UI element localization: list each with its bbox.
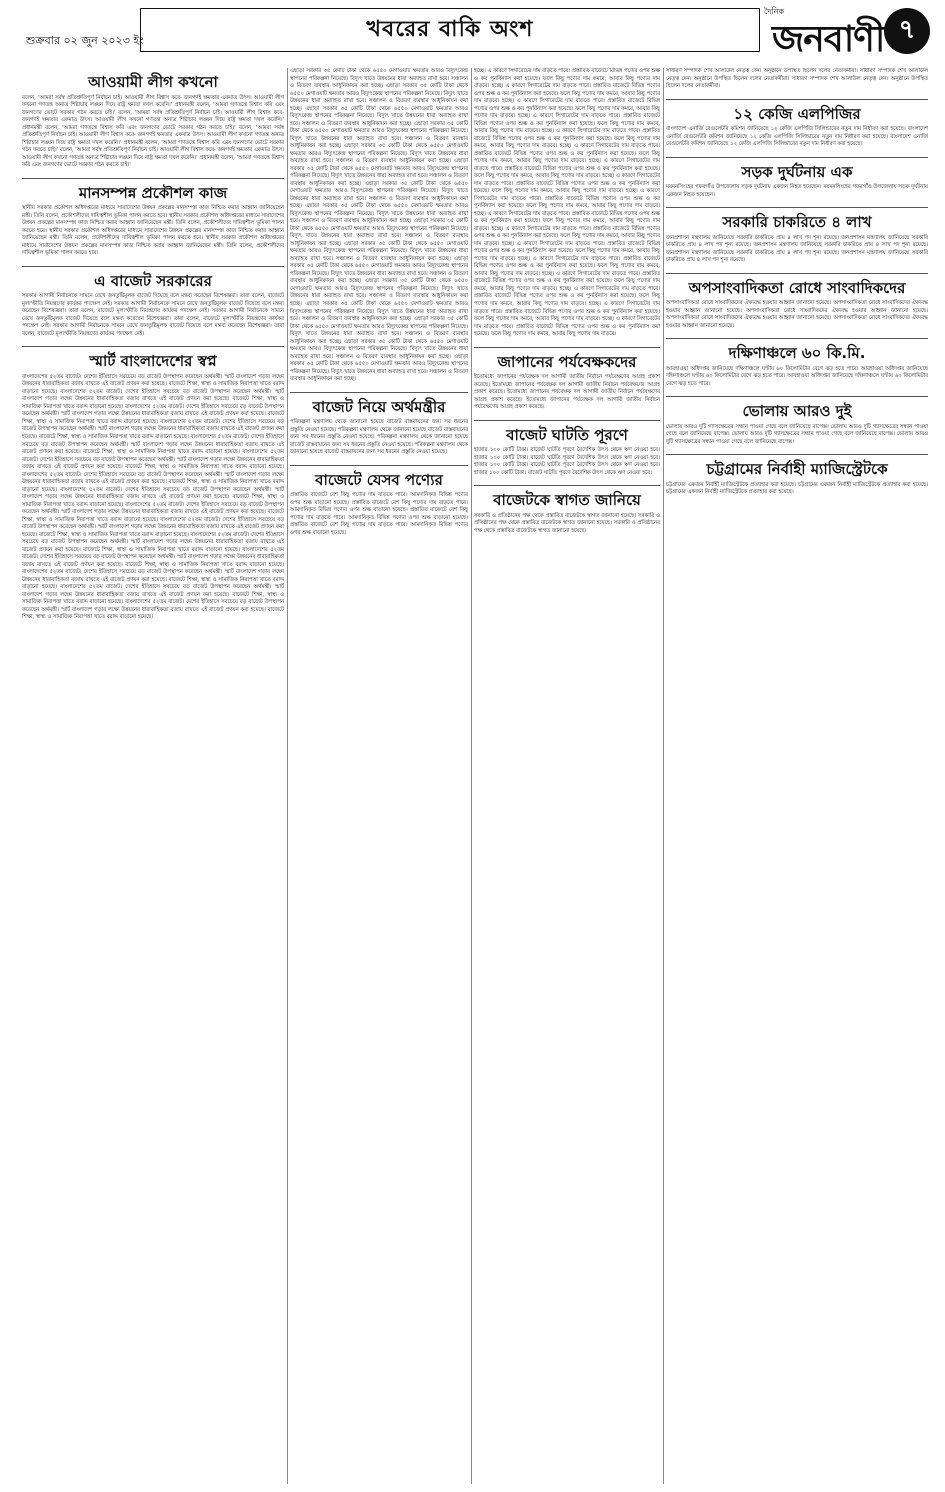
- story-headline: ভোলায় আরও দুই: [666, 396, 928, 424]
- story-headline: আওয়ামী লীগ কখনো: [88, 73, 218, 91]
- story-headline: বাজেটে যেসব পণ্যের: [290, 465, 468, 493]
- column-4: [666, 68, 928, 1484]
- story-headline: অপসাংবাদিকতা রোধে সাংবাদিকদের: [666, 273, 928, 301]
- story-headline: সরকারি চাকরিতে ৪ লাখ: [666, 207, 928, 235]
- story-body: অপসাংবাদিকতা রোধে সাংবাদিকদের ঐক্যবদ্ধ হওয়ার আহ্বান জানানো হয়েছে। অপসাংবাদিকতা রোধে সাংবাদিকদের ঐক্যবদ্ধ হওয়ার আহ্বান জানানো হয়েছে। অপসাংবাদিকতা রোধে সাংবাদিকদের ঐক্যবদ্ধ হওয়ার আহ্বান জানানো হয়েছে। অপসাংবাদিকতা রোধে সাংবাদিকদের ঐক্যবদ্ধ হওয়ার আহ্বান জানানো হয়েছে। অপসাংবাদিকতা রোধে সাংবাদিকদের ঐক্যবদ্ধ হওয়ার আহ্বান জানানো হয়েছে।: [666, 300, 928, 329]
- news-story: [290, 68, 468, 384]
- story-body: আবহাওয়া অধিদপ্তর জানিয়েছে দক্ষিণাঞ্চলে ঘণ্টায় ৬০ কিলোমিটার বেগে ঝড় হতে পারে। আবহাওয়া অধিদপ্তর জানিয়েছে দক্ষিণাঞ্চলে ঘণ্টায় ৬০ কিলোমিটার বেগে ঝড় হতে পারে। আবহাওয়া অধিদপ্তর জানিয়েছে দক্ষিণাঞ্চলে ঘণ্টায় ৬০ কিলোমিটার বেগে ঝড় হতে পারে।: [666, 365, 928, 387]
- news-story: [474, 485, 660, 535]
- story-body: বাংলাদেশ এনার্জি রেগুলেটরি কমিশন জানিয়েছে ১২ কেজি এলপিজি সিলিন্ডারের নতুন দাম নির্ধারণ করা হয়েছে। বাংলাদেশ এনার্জি রেগুলেটরি কমিশন জানিয়েছে ১২ কেজি এলপিজি সিলিন্ডারের নতুন দাম নির্ধারণ করা হয়েছে। বাংলাদেশ এনার্জি রেগুলেটরি কমিশন জানিয়েছে ১২ কেজি এলপিজি সিলিন্ডারের নতুন দাম নির্ধারণ করা হয়েছে।: [666, 126, 928, 148]
- story-body: ইতোমধ্যে জাপানের পর্যবেক্ষক দল আগামী জাতীয় নির্বাচন পর্যবেক্ষণের আগ্রহ প্রকাশ করেছে। ইতোমধ্যে জাপানের পর্যবেক্ষক দল আগামী জাতীয় নির্বাচন পর্যবেক্ষণের আগ্রহ প্রকাশ করেছে। ইতোমধ্যে জাপানের পর্যবেক্ষক দল আগামী জাতীয় নির্বাচন পর্যবেক্ষণের আগ্রহ প্রকাশ করেছে। ইতোমধ্যে জাপানের পর্যবেক্ষক দল আগামী জাতীয় নির্বাচন পর্যবেক্ষণের আগ্রহ প্রকাশ করেছে।: [474, 374, 660, 411]
- newspaper-logo: [764, 6, 934, 60]
- story-body: হচ্ছে। এ কারণে সিগারেটের দাম বাড়তে পারে। প্রস্তাবিত বাজেটে বিভিন্ন পণ্যের ওপর শুল্ক ও কর পুনর্বিন্যাস করা হয়েছে। ফলে কিছু পণ্যের দাম কমবে, আবার কিছু পণ্যের দাম বাড়বে। হচ্ছে। এ কারণে সিগারেটের দাম বাড়তে পারে। প্রস্তাবিত বাজেটে বিভিন্ন পণ্যের ওপর শুল্ক ও কর পুনর্বিন্যাস করা হয়েছে। ফলে কিছু পণ্যের দাম কমবে, আবার কিছু পণ্যের দাম বাড়বে। হচ্ছে। এ কারণে সিগারেটের দাম বাড়তে পারে। প্রস্তাবিত বাজেটে বিভিন্ন পণ্যের ওপর শুল্ক ও কর পুনর্বিন্যাস করা হয়েছে। ফলে কিছু পণ্যের দাম কমবে, আবার কিছু পণ্যের দাম বাড়বে। হচ্ছে। এ কারণে সিগারেটের দাম বাড়তে পারে। প্রস্তাবিত বাজেটে বিভিন্ন পণ্যের ওপর শুল্ক ও কর পুনর্বিন্যাস করা হয়েছে। ফলে কিছু পণ্যের দাম কমবে, আবার কিছু পণ্যের দাম বাড়বে। হচ্ছে। এ কারণে সিগারেটের দাম বাড়তে পারে। প্রস্তাবিত বাজেটে বিভিন্ন পণ্যের ওপর শুল্ক ও কর পুনর্বিন্যাস করা হয়েছে। ফলে কিছু পণ্যের দাম কমবে, আবার কিছু পণ্যের দাম বাড়বে। হচ্ছে। এ কারণে সিগারেটের দাম বাড়তে পারে। প্রস্তাবিত বাজেটে বিভিন্ন পণ্যের ওপর শুল্ক ও কর পুনর্বিন্যাস করা হয়েছে। ফলে কিছু পণ্যের দাম কমবে, আবার কিছু পণ্যের দাম বাড়বে। হচ্ছে। এ কারণে সিগারেটের দাম বাড়তে পারে। প্রস্তাবিত বাজেটে বিভিন্ন পণ্যের ওপর শুল্ক ও কর পুনর্বিন্যাস করা হয়েছে। ফলে কিছু পণ্যের দাম কমবে, আবার কিছু পণ্যের দাম বাড়বে। হচ্ছে। এ কারণে সিগারেটের দাম বাড়তে পারে। প্রস্তাবিত বাজেটে বিভিন্ন পণ্যের ওপর শুল্ক ও কর পুনর্বিন্যাস করা হয়েছে। ফলে কিছু পণ্যের দাম কমবে, আবার কিছু পণ্যের দাম বাড়বে। হচ্ছে। এ কারণে সিগারেটের দাম বাড়তে পারে। প্রস্তাবিত বাজেটে বিভিন্ন পণ্যের ওপর শুল্ক ও কর পুনর্বিন্যাস করা হয়েছে। ফলে কিছু পণ্যের দাম কমবে, আবার কিছু পণ্যের দাম বাড়বে। হচ্ছে। এ কারণে সিগারেটের দাম বাড়তে পারে। প্রস্তাবিত বাজেটে বিভিন্ন পণ্যের ওপর শুল্ক ও কর পুনর্বিন্যাস করা হয়েছে। ফলে কিছু পণ্যের দাম কমবে, আবার কিছু পণ্যের দাম বাড়বে। হচ্ছে। এ কারণে সিগারেটের দাম বাড়তে পারে। প্রস্তাবিত বাজেটে বিভিন্ন পণ্যের ওপর শুল্ক ও কর পুনর্বিন্যাস করা হয়েছে। ফলে কিছু পণ্যের দাম কমবে, আবার কিছু পণ্যের দাম বাড়বে। হচ্ছে। এ কারণে সিগারেটের দাম বাড়তে পারে। প্রস্তাবিত বাজেটে বিভিন্ন পণ্যের ওপর শুল্ক ও কর পুনর্বিন্যাস করা হয়েছে। ফলে কিছু পণ্যের দাম কমবে, আবার কিছু পণ্যের দাম বাড়বে। হচ্ছে। এ কারণে সিগারেটের দাম বাড়তে পারে। প্রস্তাবিত বাজেটে বিভিন্ন পণ্যের ওপর শুল্ক ও কর পুনর্বিন্যাস করা হয়েছে। ফলে কিছু পণ্যের দাম কমবে, আবার কিছু পণ্যের দাম বাড়বে। হচ্ছে। এ কারণে সিগারেটের দাম বাড়তে পারে। প্রস্তাবিত বাজেটে বিভিন্ন পণ্যের ওপর শুল্ক ও কর পুনর্বিন্যাস করা হয়েছে। ফলে কিছু পণ্যের দাম কমবে, আবার কিছু পণ্যের দাম বাড়বে। হচ্ছে। এ কারণে সিগারেটের দাম বাড়তে পারে। প্রস্তাবিত বাজেটে বিভিন্ন পণ্যের ওপর শুল্ক ও কর পুনর্বিন্যাস করা হয়েছে। ফলে কিছু পণ্যের দাম কমবে, আবার কিছু পণ্যের দাম বাড়বে। হচ্ছে। এ কারণে সিগারেটের দাম বাড়তে পারে। প্রস্তাবিত বাজেটে বিভিন্ন পণ্যের ওপর শুল্ক ও কর পুনর্বিন্যাস করা হয়েছে। ফলে কিছু পণ্যের দাম কমবে, আবার কিছু পণ্যের দাম বাড়বে। হচ্ছে। এ কারণে সিগারেটের দাম বাড়তে পারে। প্রস্তাবিত বাজেটে বিভিন্ন পণ্যের ওপর শুল্ক ও কর পুনর্বিন্যাস করা হয়েছে। ফলে কিছু পণ্যের দাম কমবে, আবার কিছু পণ্যের দাম বাড়বে।: [474, 68, 660, 338]
- story-headline: ১২ কেজি এলপিজির: [666, 99, 928, 127]
- issue-date: শুক্রবার ০২ জুন ২০২৩ ইং: [26, 34, 144, 47]
- news-story: [666, 207, 928, 265]
- story-body: চট্টগ্রামের একজন নির্বাহী ম্যাজিস্ট্রেটকে প্রত্যাহার করা হয়েছে। চট্টগ্রামের একজন নির্বাহী ম্যাজিস্ট্রেটকে প্রত্যাহার করা হয়েছে। চট্টগ্রামের একজন নির্বাহী ম্যাজিস্ট্রেটকে প্রত্যাহার করা হয়েছে।: [666, 481, 928, 496]
- news-story: [22, 346, 284, 622]
- page-number: ৭: [884, 8, 930, 54]
- story-headline: মানসম্পন্ন প্রকৌশল কাজ: [22, 178, 284, 206]
- story-headline: এ বাজেট সরকারের: [22, 266, 284, 294]
- story-headline: বাজেট ঘাটতি পূরণে: [474, 420, 660, 448]
- page-header: [0, 0, 945, 64]
- news-story: [666, 338, 928, 388]
- story-headline: বাজেট নিয়ে অর্থমন্ত্রীর: [290, 392, 468, 420]
- news-story: [666, 273, 928, 331]
- story-body: সরকার আগামী নির্বাচনকে সামনে রেখে জনতুষ্টিমূলক বাজেট দিয়েছে বলে মন্তব্য করেছেন বিশেষজ্ঞরা। তারা বলেন, বাজেটে মূল্যস্ফীতি নিয়ন্ত্রণের কার্যকর পদক্ষেপ নেই। সরকার আগামী নির্বাচনকে সামনে রেখে জনতুষ্টিমূলক বাজেট দিয়েছে বলে মন্তব্য করেছেন বিশেষজ্ঞরা। তারা বলেন, বাজেটে মূল্যস্ফীতি নিয়ন্ত্রণের কার্যকর পদক্ষেপ নেই। সরকার আগামী নির্বাচনকে সামনে রেখে জনতুষ্টিমূলক বাজেট দিয়েছে বলে মন্তব্য করেছেন বিশেষজ্ঞরা। তারা বলেন, বাজেটে মূল্যস্ফীতি নিয়ন্ত্রণের কার্যকর পদক্ষেপ নেই। সরকার আগামী নির্বাচনকে সামনে রেখে জনতুষ্টিমূলক বাজেট দিয়েছে বলে মন্তব্য করেছেন বিশেষজ্ঞরা। তারা বলেন, বাজেটে মূল্যস্ফীতি নিয়ন্ত্রণের কার্যকর পদক্ষেপ নেই।: [22, 293, 284, 337]
- story-headline: স্মার্ট বাংলাদেশের স্বপ্ন: [22, 346, 284, 374]
- column-1: [22, 68, 284, 1484]
- story-body: এছাড়া সরকার ৩৫ কোটি টাকা থেকে ৬৫৫০ মেগাওয়াট ক্ষমতার আরও বিদ্যুৎকেন্দ্র স্থাপনের পরিকল্পনা নিয়েছে। বিদ্যুৎ খাতে উন্নয়নের ধারা অব্যাহত রাখা হবে। সঞ্চালন ও বিতরণ ব্যবস্থার আধুনিকায়ন করা হচ্ছে। এছাড়া সরকার ৩৫ কোটি টাকা থেকে ৬৫৫০ মেগাওয়াট ক্ষমতার আরও বিদ্যুৎকেন্দ্র স্থাপনের পরিকল্পনা নিয়েছে। বিদ্যুৎ খাতে উন্নয়নের ধারা অব্যাহত রাখা হবে। সঞ্চালন ও বিতরণ ব্যবস্থার আধুনিকায়ন করা হচ্ছে। এছাড়া সরকার ৩৫ কোটি টাকা থেকে ৬৫৫০ মেগাওয়াট ক্ষমতার আরও বিদ্যুৎকেন্দ্র স্থাপনের পরিকল্পনা নিয়েছে। বিদ্যুৎ খাতে উন্নয়নের ধারা অব্যাহত রাখা হবে। সঞ্চালন ও বিতরণ ব্যবস্থার আধুনিকায়ন করা হচ্ছে। এছাড়া সরকার ৩৫ কোটি টাকা থেকে ৬৫৫০ মেগাওয়াট ক্ষমতার আরও বিদ্যুৎকেন্দ্র স্থাপনের পরিকল্পনা নিয়েছে। বিদ্যুৎ খাতে উন্নয়নের ধারা অব্যাহত রাখা হবে। সঞ্চালন ও বিতরণ ব্যবস্থার আধুনিকায়ন করা হচ্ছে। এছাড়া সরকার ৩৫ কোটি টাকা থেকে ৬৫৫০ মেগাওয়াট ক্ষমতার আরও বিদ্যুৎকেন্দ্র স্থাপনের পরিকল্পনা নিয়েছে। বিদ্যুৎ খাতে উন্নয়নের ধারা অব্যাহত রাখা হবে। সঞ্চালন ও বিতরণ ব্যবস্থার আধুনিকায়ন করা হচ্ছে। এছাড়া সরকার ৩৫ কোটি টাকা থেকে ৬৫৫০ মেগাওয়াট ক্ষমতার আরও বিদ্যুৎকেন্দ্র স্থাপনের পরিকল্পনা নিয়েছে। বিদ্যুৎ খাতে উন্নয়নের ধারা অব্যাহত রাখা হবে। সঞ্চালন ও বিতরণ ব্যবস্থার আধুনিকায়ন করা হচ্ছে। এছাড়া সরকার ৩৫ কোটি টাকা থেকে ৬৫৫০ মেগাওয়াট ক্ষমতার আরও বিদ্যুৎকেন্দ্র স্থাপনের পরিকল্পনা নিয়েছে। বিদ্যুৎ খাতে উন্নয়নের ধারা অব্যাহত রাখা হবে। সঞ্চালন ও বিতরণ ব্যবস্থার আধুনিকায়ন করা হচ্ছে। এছাড়া সরকার ৩৫ কোটি টাকা থেকে ৬৫৫০ মেগাওয়াট ক্ষমতার আরও বিদ্যুৎকেন্দ্র স্থাপনের পরিকল্পনা নিয়েছে। বিদ্যুৎ খাতে উন্নয়নের ধারা অব্যাহত রাখা হবে। সঞ্চালন ও বিতরণ ব্যবস্থার আধুনিকায়ন করা হচ্ছে। এছাড়া সরকার ৩৫ কোটি টাকা থেকে ৬৫৫০ মেগাওয়াট ক্ষমতার আরও বিদ্যুৎকেন্দ্র স্থাপনের পরিকল্পনা নিয়েছে। বিদ্যুৎ খাতে উন্নয়নের ধারা অব্যাহত রাখা হবে। সঞ্চালন ও বিতরণ ব্যবস্থার আধুনিকায়ন করা হচ্ছে। এছাড়া সরকার ৩৫ কোটি টাকা থেকে ৬৫৫০ মেগাওয়াট ক্ষমতার আরও বিদ্যুৎকেন্দ্র স্থাপনের পরিকল্পনা নিয়েছে। বিদ্যুৎ খাতে উন্নয়নের ধারা অব্যাহত রাখা হবে। সঞ্চালন ও বিতরণ ব্যবস্থার আধুনিকায়ন করা হচ্ছে। এছাড়া সরকার ৩৫ কোটি টাকা থেকে ৬৫৫০ মেগাওয়াট ক্ষমতার আরও বিদ্যুৎকেন্দ্র স্থাপনের পরিকল্পনা নিয়েছে। বিদ্যুৎ খাতে উন্নয়নের ধারা অব্যাহত রাখা হবে। সঞ্চালন ও বিতরণ ব্যবস্থার আধুনিকায়ন করা হচ্ছে। এছাড়া সরকার ৩৫ কোটি টাকা থেকে ৬৫৫০ মেগাওয়াট ক্ষমতার আরও বিদ্যুৎকেন্দ্র স্থাপনের পরিকল্পনা নিয়েছে। বিদ্যুৎ খাতে উন্নয়নের ধারা অব্যাহত রাখা হবে। সঞ্চালন ও বিতরণ ব্যবস্থার আধুনিকায়ন করা হচ্ছে। এছাড়া সরকার ৩৫ কোটি টাকা থেকে ৬৫৫০ মেগাওয়াট ক্ষমতার আরও বিদ্যুৎকেন্দ্র স্থাপনের পরিকল্পনা নিয়েছে। বিদ্যুৎ খাতে উন্নয়নের ধারা অব্যাহত রাখা হবে। সঞ্চালন ও বিতরণ ব্যবস্থার আধুনিকায়ন করা হচ্ছে। এছাড়া সরকার ৩৫ কোটি টাকা থেকে ৬৫৫০ মেগাওয়াট ক্ষমতার আরও বিদ্যুৎকেন্দ্র স্থাপনের পরিকল্পনা নিয়েছে। বিদ্যুৎ খাতে উন্নয়নের ধারা অব্যাহত রাখা হবে। সঞ্চালন ও বিতরণ ব্যবস্থার আধুনিকায়ন করা হচ্ছে। এছাড়া সরকার ৩৫ কোটি টাকা থেকে ৬৫৫০ মেগাওয়াট ক্ষমতার আরও বিদ্যুৎকেন্দ্র স্থাপনের পরিকল্পনা নিয়েছে। বিদ্যুৎ খাতে উন্নয়নের ধারা অব্যাহত রাখা হবে। সঞ্চালন ও বিতরণ ব্যবস্থার আধুনিকায়ন করা হচ্ছে। এছাড়া সরকার ৩৫ কোটি টাকা থেকে ৬৫৫০ মেগাওয়াট ক্ষমতার আরও বিদ্যুৎকেন্দ্র স্থাপনের পরিকল্পনা নিয়েছে। বিদ্যুৎ খাতে উন্নয়নের ধারা অব্যাহত রাখা হবে। সঞ্চালন ও বিতরণ ব্যবস্থার আধুনিকায়ন করা হচ্ছে।: [290, 68, 468, 383]
- story-body: সাধারণ সম্পাদক শেখ আলাউল নেতৃত্ব দেন। অনুষ্ঠানে উপস্থিত ছিলেন দলের নেতাকর্মীরা। সাধারণ সম্পাদক শেখ আলাউল নেতৃত্ব দেন। অনুষ্ঠানে উপস্থিত ছিলেন দলের নেতাকর্মীরা। সাধারণ সম্পাদক শেখ আলাউল নেতৃত্ব দেন। অনুষ্ঠানে উপস্থিত ছিলেন দলের নেতাকর্মীরা।: [666, 68, 928, 90]
- story-body: জনপ্রশাসন মন্ত্রণালয় জানিয়েছে সরকারি চাকরিতে প্রায় ৪ লাখ পদ শূন্য রয়েছে। জনপ্রশাসন মন্ত্রণালয় জানিয়েছে সরকারি চাকরিতে প্রায় ৪ লাখ পদ শূন্য রয়েছে। জনপ্রশাসন মন্ত্রণালয় জানিয়েছে সরকারি চাকরিতে প্রায় ৪ লাখ পদ শূন্য রয়েছে। জনপ্রশাসন মন্ত্রণালয় জানিয়েছে সরকারি চাকরিতে প্রায় ৪ লাখ পদ শূন্য রয়েছে। জনপ্রশাসন মন্ত্রণালয় জানিয়েছে সরকারি চাকরিতে প্রায় ৪ লাখ পদ শূন্য রয়েছে।: [666, 234, 928, 264]
- column-3: [474, 68, 660, 1484]
- news-story: [290, 465, 468, 538]
- news-story: [22, 266, 284, 339]
- story-body: সরকারি ও প্রতিষ্ঠানের পক্ষ থেকে প্রস্তাবিত বাজেটকে স্বাগত জানানো হয়েছে। সরকারি ও প্রতিষ্ঠানের পক্ষ থেকে প্রস্তাবিত বাজেটকে স্বাগত জানানো হয়েছে। সরকারি ও প্রতিষ্ঠানের পক্ষ থেকে প্রস্তাবিত বাজেটকে স্বাগত জানানো হয়েছে।: [474, 512, 660, 534]
- story-headline: সড়ক দুর্ঘটনায় এক: [666, 157, 928, 185]
- news-story: [22, 68, 284, 170]
- news-story: [22, 178, 284, 258]
- story-body: বাংলাদেশের ৫২তম বাজেট। দেশের ইতিহাসে সবচেয়ে বড় বাজেট উপস্থাপন করেছেন অর্থমন্ত্রী। স্মার্ট বাংলাদেশ গড়ার লক্ষ্যে উন্নয়নের ধারাবাহিকতা বজায় রাখতে এই বাজেট প্রণয়ন করা হয়েছে। বাজেটে শিক্ষা, স্বাস্থ্য ও সামাজিক নিরাপত্তা খাতে বরাদ্দ বাড়ানো হয়েছে। বাংলাদেশের ৫২তম বাজেট। দেশের ইতিহাসে সবচেয়ে বড় বাজেট উপস্থাপন করেছেন অর্থমন্ত্রী। স্মার্ট বাংলাদেশ গড়ার লক্ষ্যে উন্নয়নের ধারাবাহিকতা বজায় রাখতে এই বাজেট প্রণয়ন করা হয়েছে। বাজেটে শিক্ষা, স্বাস্থ্য ও সামাজিক নিরাপত্তা খাতে বরাদ্দ বাড়ানো হয়েছে। বাংলাদেশের ৫২তম বাজেট। দেশের ইতিহাসে সবচেয়ে বড় বাজেট উপস্থাপন করেছেন অর্থমন্ত্রী। স্মার্ট বাংলাদেশ গড়ার লক্ষ্যে উন্নয়নের ধারাবাহিকতা বজায় রাখতে এই বাজেট প্রণয়ন করা হয়েছে। বাজেটে শিক্ষা, স্বাস্থ্য ও সামাজিক নিরাপত্তা খাতে বরাদ্দ বাড়ানো হয়েছে। বাংলাদেশের ৫২তম বাজেট। দেশের ইতিহাসে সবচেয়ে বড় বাজেট উপস্থাপন করেছেন অর্থমন্ত্রী। স্মার্ট বাংলাদেশ গড়ার লক্ষ্যে উন্নয়নের ধারাবাহিকতা বজায় রাখতে এই বাজেট প্রণয়ন করা হয়েছে। বাজেটে শিক্ষা, স্বাস্থ্য ও সামাজিক নিরাপত্তা খাতে বরাদ্দ বাড়ানো হয়েছে। বাংলাদেশের ৫২তম বাজেট। দেশের ইতিহাসে সবচেয়ে বড় বাজেট উপস্থাপন করেছেন অর্থমন্ত্রী। স্মার্ট বাংলাদেশ গড়ার লক্ষ্যে উন্নয়নের ধারাবাহিকতা বজায় রাখতে এই বাজেট প্রণয়ন করা হয়েছে। বাজেটে শিক্ষা, স্বাস্থ্য ও সামাজিক নিরাপত্তা খাতে বরাদ্দ বাড়ানো হয়েছে। বাংলাদেশের ৫২তম বাজেট। দেশের ইতিহাসে সবচেয়ে বড় বাজেট উপস্থাপন করেছেন অর্থমন্ত্রী। স্মার্ট বাংলাদেশ গড়ার লক্ষ্যে উন্নয়নের ধারাবাহিকতা বজায় রাখতে এই বাজেট প্রণয়ন করা হয়েছে। বাজেটে শিক্ষা, স্বাস্থ্য ও সামাজিক নিরাপত্তা খাতে বরাদ্দ বাড়ানো হয়েছে। বাংলাদেশের ৫২তম বাজেট। দেশের ইতিহাসে সবচেয়ে বড় বাজেট উপস্থাপন করেছেন অর্থমন্ত্রী। স্মার্ট বাংলাদেশ গড়ার লক্ষ্যে উন্নয়নের ধারাবাহিকতা বজায় রাখতে এই বাজেট প্রণয়ন করা হয়েছে। বাজেটে শিক্ষা, স্বাস্থ্য ও সামাজিক নিরাপত্তা খাতে বরাদ্দ বাড়ানো হয়েছে। বাংলাদেশের ৫২তম বাজেট। দেশের ইতিহাসে সবচেয়ে বড় বাজেট উপস্থাপন করেছেন অর্থমন্ত্রী। স্মার্ট বাংলাদেশ গড়ার লক্ষ্যে উন্নয়নের ধারাবাহিকতা বজায় রাখতে এই বাজেট প্রণয়ন করা হয়েছে। বাজেটে শিক্ষা, স্বাস্থ্য ও সামাজিক নিরাপত্তা খাতে বরাদ্দ বাড়ানো হয়েছে। বাংলাদেশের ৫২তম বাজেট। দেশের ইতিহাসে সবচেয়ে বড় বাজেট উপস্থাপন করেছেন অর্থমন্ত্রী। স্মার্ট বাংলাদেশ গড়ার লক্ষ্যে উন্নয়নের ধারাবাহিকতা বজায় রাখতে এই বাজেট প্রণয়ন করা হয়েছে। বাজেটে শিক্ষা, স্বাস্থ্য ও সামাজিক নিরাপত্তা খাতে বরাদ্দ বাড়ানো হয়েছে। বাংলাদেশের ৫২তম বাজেট। দেশের ইতিহাসে সবচেয়ে বড় বাজেট উপস্থাপন করেছেন অর্থমন্ত্রী। স্মার্ট বাংলাদেশ গড়ার লক্ষ্যে উন্নয়নের ধারাবাহিকতা বজায় রাখতে এই বাজেট প্রণয়ন করা হয়েছে। বাজেটে শিক্ষা, স্বাস্থ্য ও সামাজিক নিরাপত্তা খাতে বরাদ্দ বাড়ানো হয়েছে। বাংলাদেশের ৫২তম বাজেট। দেশের ইতিহাসে সবচেয়ে বড় বাজেট উপস্থাপন করেছেন অর্থমন্ত্রী। স্মার্ট বাংলাদেশ গড়ার লক্ষ্যে উন্নয়নের ধারাবাহিকতা বজায় রাখতে এই বাজেট প্রণয়ন করা হয়েছে। বাজেটে শিক্ষা, স্বাস্থ্য ও সামাজিক নিরাপত্তা খাতে বরাদ্দ বাড়ানো হয়েছে। বাংলাদেশের ৫২তম বাজেট। দেশের ইতিহাসে সবচেয়ে বড় বাজেট উপস্থাপন করেছেন অর্থমন্ত্রী। স্মার্ট বাংলাদেশ গড়ার লক্ষ্যে উন্নয়নের ধারাবাহিকতা বজায় রাখতে এই বাজেট প্রণয়ন করা হয়েছে। বাজেটে শিক্ষা, স্বাস্থ্য ও সামাজিক নিরাপত্তা খাতে বরাদ্দ বাড়ানো হয়েছে। বাংলাদেশের ৫২তম বাজেট। দেশের ইতিহাসে সবচেয়ে বড় বাজেট উপস্থাপন করেছেন অর্থমন্ত্রী। স্মার্ট বাংলাদেশ গড়ার লক্ষ্যে উন্নয়নের ধারাবাহিকতা বজায় রাখতে এই বাজেট প্রণয়ন করা হয়েছে। বাজেটে শিক্ষা, স্বাস্থ্য ও সামাজিক নিরাপত্তা খাতে বরাদ্দ বাড়ানো হয়েছে। বাংলাদেশের ৫২তম বাজেট। দেশের ইতিহাসে সবচেয়ে বড় বাজেট উপস্থাপন করেছেন অর্থমন্ত্রী। স্মার্ট বাংলাদেশ গড়ার লক্ষ্যে উন্নয়নের ধারাবাহিকতা বজায় রাখতে এই বাজেট প্রণয়ন করা হয়েছে। বাজেটে শিক্ষা, স্বাস্থ্য ও সামাজিক নিরাপত্তা খাতে বরাদ্দ বাড়ানো হয়েছে। বাংলাদেশের ৫২তম বাজেট। দেশের ইতিহাসে সবচেয়ে বড় বাজেট উপস্থাপন করেছেন অর্থমন্ত্রী। স্মার্ট বাংলাদেশ গড়ার লক্ষ্যে উন্নয়নের ধারাবাহিকতা বজায় রাখতে এই বাজেট প্রণয়ন করা হয়েছে। বাজেটে শিক্ষা, স্বাস্থ্য ও সামাজিক নিরাপত্তা খাতে বরাদ্দ বাড়ানো হয়েছে।: [22, 373, 284, 621]
- story-headline: বাজেটকে স্বাগত জানিয়ে: [474, 485, 660, 513]
- story-body: প্রস্তাবিত বাজেটে বেশ কিছু পণ্যের দাম বাড়তে পারে। আমদানিকৃত বিভিন্ন পণ্যের ওপর শুল্ক বাড়ানো হয়েছে। প্রস্তাবিত বাজেটে বেশ কিছু পণ্যের দাম বাড়তে পারে। আমদানিকৃত বিভিন্ন পণ্যের ওপর শুল্ক বাড়ানো হয়েছে। প্রস্তাবিত বাজেটে বেশ কিছু পণ্যের দাম বাড়তে পারে। আমদানিকৃত বিভিন্ন পণ্যের ওপর শুল্ক বাড়ানো হয়েছে। প্রস্তাবিত বাজেটে বেশ কিছু পণ্যের দাম বাড়তে পারে। আমদানিকৃত বিভিন্ন পণ্যের ওপর শুল্ক বাড়ানো হয়েছে।: [290, 492, 468, 536]
- column-2: [290, 68, 468, 1484]
- news-story: [666, 157, 928, 200]
- section-banner: খবরের বাকি অংশ: [140, 8, 760, 52]
- story-body: পরিকল্পনা মন্ত্রণালয় থেকে জানানো হয়েছে বাজেট বাস্তবায়নের জন্য সব ধরনের প্রস্তুতি নেওয়া হয়েছে। পরিকল্পনা মন্ত্রণালয় থেকে জানানো হয়েছে বাজেট বাস্তবায়নের জন্য সব ধরনের প্রস্তুতি নেওয়া হয়েছে। পরিকল্পনা মন্ত্রণালয় থেকে জানানো হয়েছে বাজেট বাস্তবায়নের জন্য সব ধরনের প্রস্তুতি নেওয়া হয়েছে। পরিকল্পনা মন্ত্রণালয় থেকে জানানো হয়েছে বাজেট বাস্তবায়নের জন্য সব ধরনের প্রস্তুতি নেওয়া হয়েছে।: [290, 419, 468, 456]
- news-story: [290, 392, 468, 457]
- logo-prefix: দৈনিক: [764, 7, 785, 16]
- story-body: ভোলায় আরও দুটি গ্যাসক্ষেত্রের সন্ধান পাওয়া গেছে বলে জানিয়েছে বাপেক্স। ভোলায় আরও দুটি গ্যাসক্ষেত্রের সন্ধান পাওয়া গেছে বলে জানিয়েছে বাপেক্স। ভোলায় আরও দুটি গ্যাসক্ষেত্রের সন্ধান পাওয়া গেছে বলে জানিয়েছে বাপেক্স। ভোলায় আরও দুটি গ্যাসক্ষেত্রের সন্ধান পাওয়া গেছে বলে জানিয়েছে বাপেক্স।: [666, 423, 928, 445]
- story-headline: দক্ষিণাঞ্চলে ৬০ কি.মি.: [666, 338, 928, 366]
- news-story: [474, 347, 660, 412]
- story-body: হাজার ১০০ কোটি টাকা। বাজেট ঘাটতি পূরণে বৈদেশিক উৎস থেকে ঋণ নেওয়া হবে। হাজার ১০০ কোটি টাকা। বাজেট ঘাটতি পূরণে বৈদেশিক উৎস থেকে ঋণ নেওয়া হবে। হাজার ১০০ কোটি টাকা। বাজেট ঘাটতি পূরণে বৈদেশিক উৎস থেকে ঋণ নেওয়া হবে। হাজার ১০০ কোটি টাকা। বাজেট ঘাটতি পূরণে বৈদেশিক উৎস থেকে ঋণ নেওয়া হবে।: [474, 447, 660, 476]
- news-story: [474, 420, 660, 478]
- news-story: [474, 68, 660, 339]
- story-headline: জাপানের পর্যবেক্ষকদের: [474, 347, 660, 375]
- column-rule: [663, 68, 664, 1484]
- news-story: [666, 454, 928, 497]
- logo-text: জনবাণী: [772, 19, 885, 60]
- story-headline: চট্টগ্রামের নির্বাহী ম্যাজিস্ট্রেটকে: [666, 454, 928, 482]
- news-story: [666, 68, 928, 91]
- story-body: বলেন, 'আমরা সর্বস্ব প্রতিশ্রুতিপূর্ণ নির্বাচন চাই। আওয়ামী লীগ বিশ্বাস করে- জনগণই ক্ষমতার একমাত্র উৎস। আওয়ামী লীগ কখনো গণতন্ত্র অন্যত্র শিষ্টাচার লঙ্ঘন দিয়ে রাষ্ট্র ক্ষমতা দখল করেনি।' প্রধানমন্ত্রী বলেন, 'আমরা গণতন্ত্রে বিশ্বাস করি এবং জনগণের ভোটে সরকার গঠন করতে চাই।' বলেন, 'আমরা সর্বস্ব প্রতিশ্রুতিপূর্ণ নির্বাচন চাই। আওয়ামী লীগ বিশ্বাস করে- জনগণই ক্ষমতার একমাত্র উৎস। আওয়ামী লীগ কখনো গণতন্ত্র অন্যত্র শিষ্টাচার লঙ্ঘন দিয়ে রাষ্ট্র ক্ষমতা দখল করেনি।' প্রধানমন্ত্রী বলেন, 'আমরা গণতন্ত্রে বিশ্বাস করি এবং জনগণের ভোটে সরকার গঠন করতে চাই।' বলেন, 'আমরা সর্বস্ব প্রতিশ্রুতিপূর্ণ নির্বাচন চাই। আওয়ামী লীগ বিশ্বাস করে- জনগণই ক্ষমতার একমাত্র উৎস। আওয়ামী লীগ কখনো গণতন্ত্র অন্যত্র শিষ্টাচার লঙ্ঘন দিয়ে রাষ্ট্র ক্ষমতা দখল করেনি।' প্রধানমন্ত্রী বলেন, 'আমরা গণতন্ত্রে বিশ্বাস করি এবং জনগণের ভোটে সরকার গঠন করতে চাই।' বলেন, 'আমরা সর্বস্ব প্রতিশ্রুতিপূর্ণ নির্বাচন চাই। আওয়ামী লীগ বিশ্বাস করে- জনগণই ক্ষমতার একমাত্র উৎস। আওয়ামী লীগ কখনো গণতন্ত্র অন্যত্র শিষ্টাচার লঙ্ঘন দিয়ে রাষ্ট্র ক্ষমতা দখল করেনি।' প্রধানমন্ত্রী বলেন, 'আমরা গণতন্ত্রে বিশ্বাস করি এবং জনগণের ভোটে সরকার গঠন করতে চাই।': [22, 94, 284, 169]
- column-rule: [287, 68, 288, 1484]
- story-body: স্থানীয় সরকার প্রকৌশল অধিদপ্তরের মাধ্যমে সারাদেশের উন্নয়ন প্রকল্পের মানসম্পন্ন কাজ নিশ্চিত করার আহ্বান জানিয়েছেন মন্ত্রী। তিনি বলেন, প্রকৌশলীদের দায়িত্বশীল ভূমিকা পালন করতে হবে। স্থানীয় সরকার প্রকৌশল অধিদপ্তরের মাধ্যমে সারাদেশের উন্নয়ন প্রকল্পের মানসম্পন্ন কাজ নিশ্চিত করার আহ্বান জানিয়েছেন মন্ত্রী। তিনি বলেন, প্রকৌশলীদের দায়িত্বশীল ভূমিকা পালন করতে হবে। স্থানীয় সরকার প্রকৌশল অধিদপ্তরের মাধ্যমে সারাদেশের উন্নয়ন প্রকল্পের মানসম্পন্ন কাজ নিশ্চিত করার আহ্বান জানিয়েছেন মন্ত্রী। তিনি বলেন, প্রকৌশলীদের দায়িত্বশীল ভূমিকা পালন করতে হবে। স্থানীয় সরকার প্রকৌশল অধিদপ্তরের মাধ্যমে সারাদেশের উন্নয়ন প্রকল্পের মানসম্পন্ন কাজ নিশ্চিত করার আহ্বান জানিয়েছেন মন্ত্রী। তিনি বলেন, প্রকৌশলীদের দায়িত্বশীল ভূমিকা পালন করতে হবে।: [22, 205, 284, 257]
- story-body: ময়মনসিংহের গফরগাঁও উপজেলায় সড়ক দুর্ঘটনায় একজন নিহত হয়েছেন। ময়মনসিংহের গফরগাঁও উপজেলায় সড়ক দুর্ঘটনায় একজন নিহত হয়েছেন।: [666, 184, 928, 198]
- news-story: [666, 396, 928, 446]
- column-rule: [471, 68, 472, 1484]
- news-story: [666, 99, 928, 149]
